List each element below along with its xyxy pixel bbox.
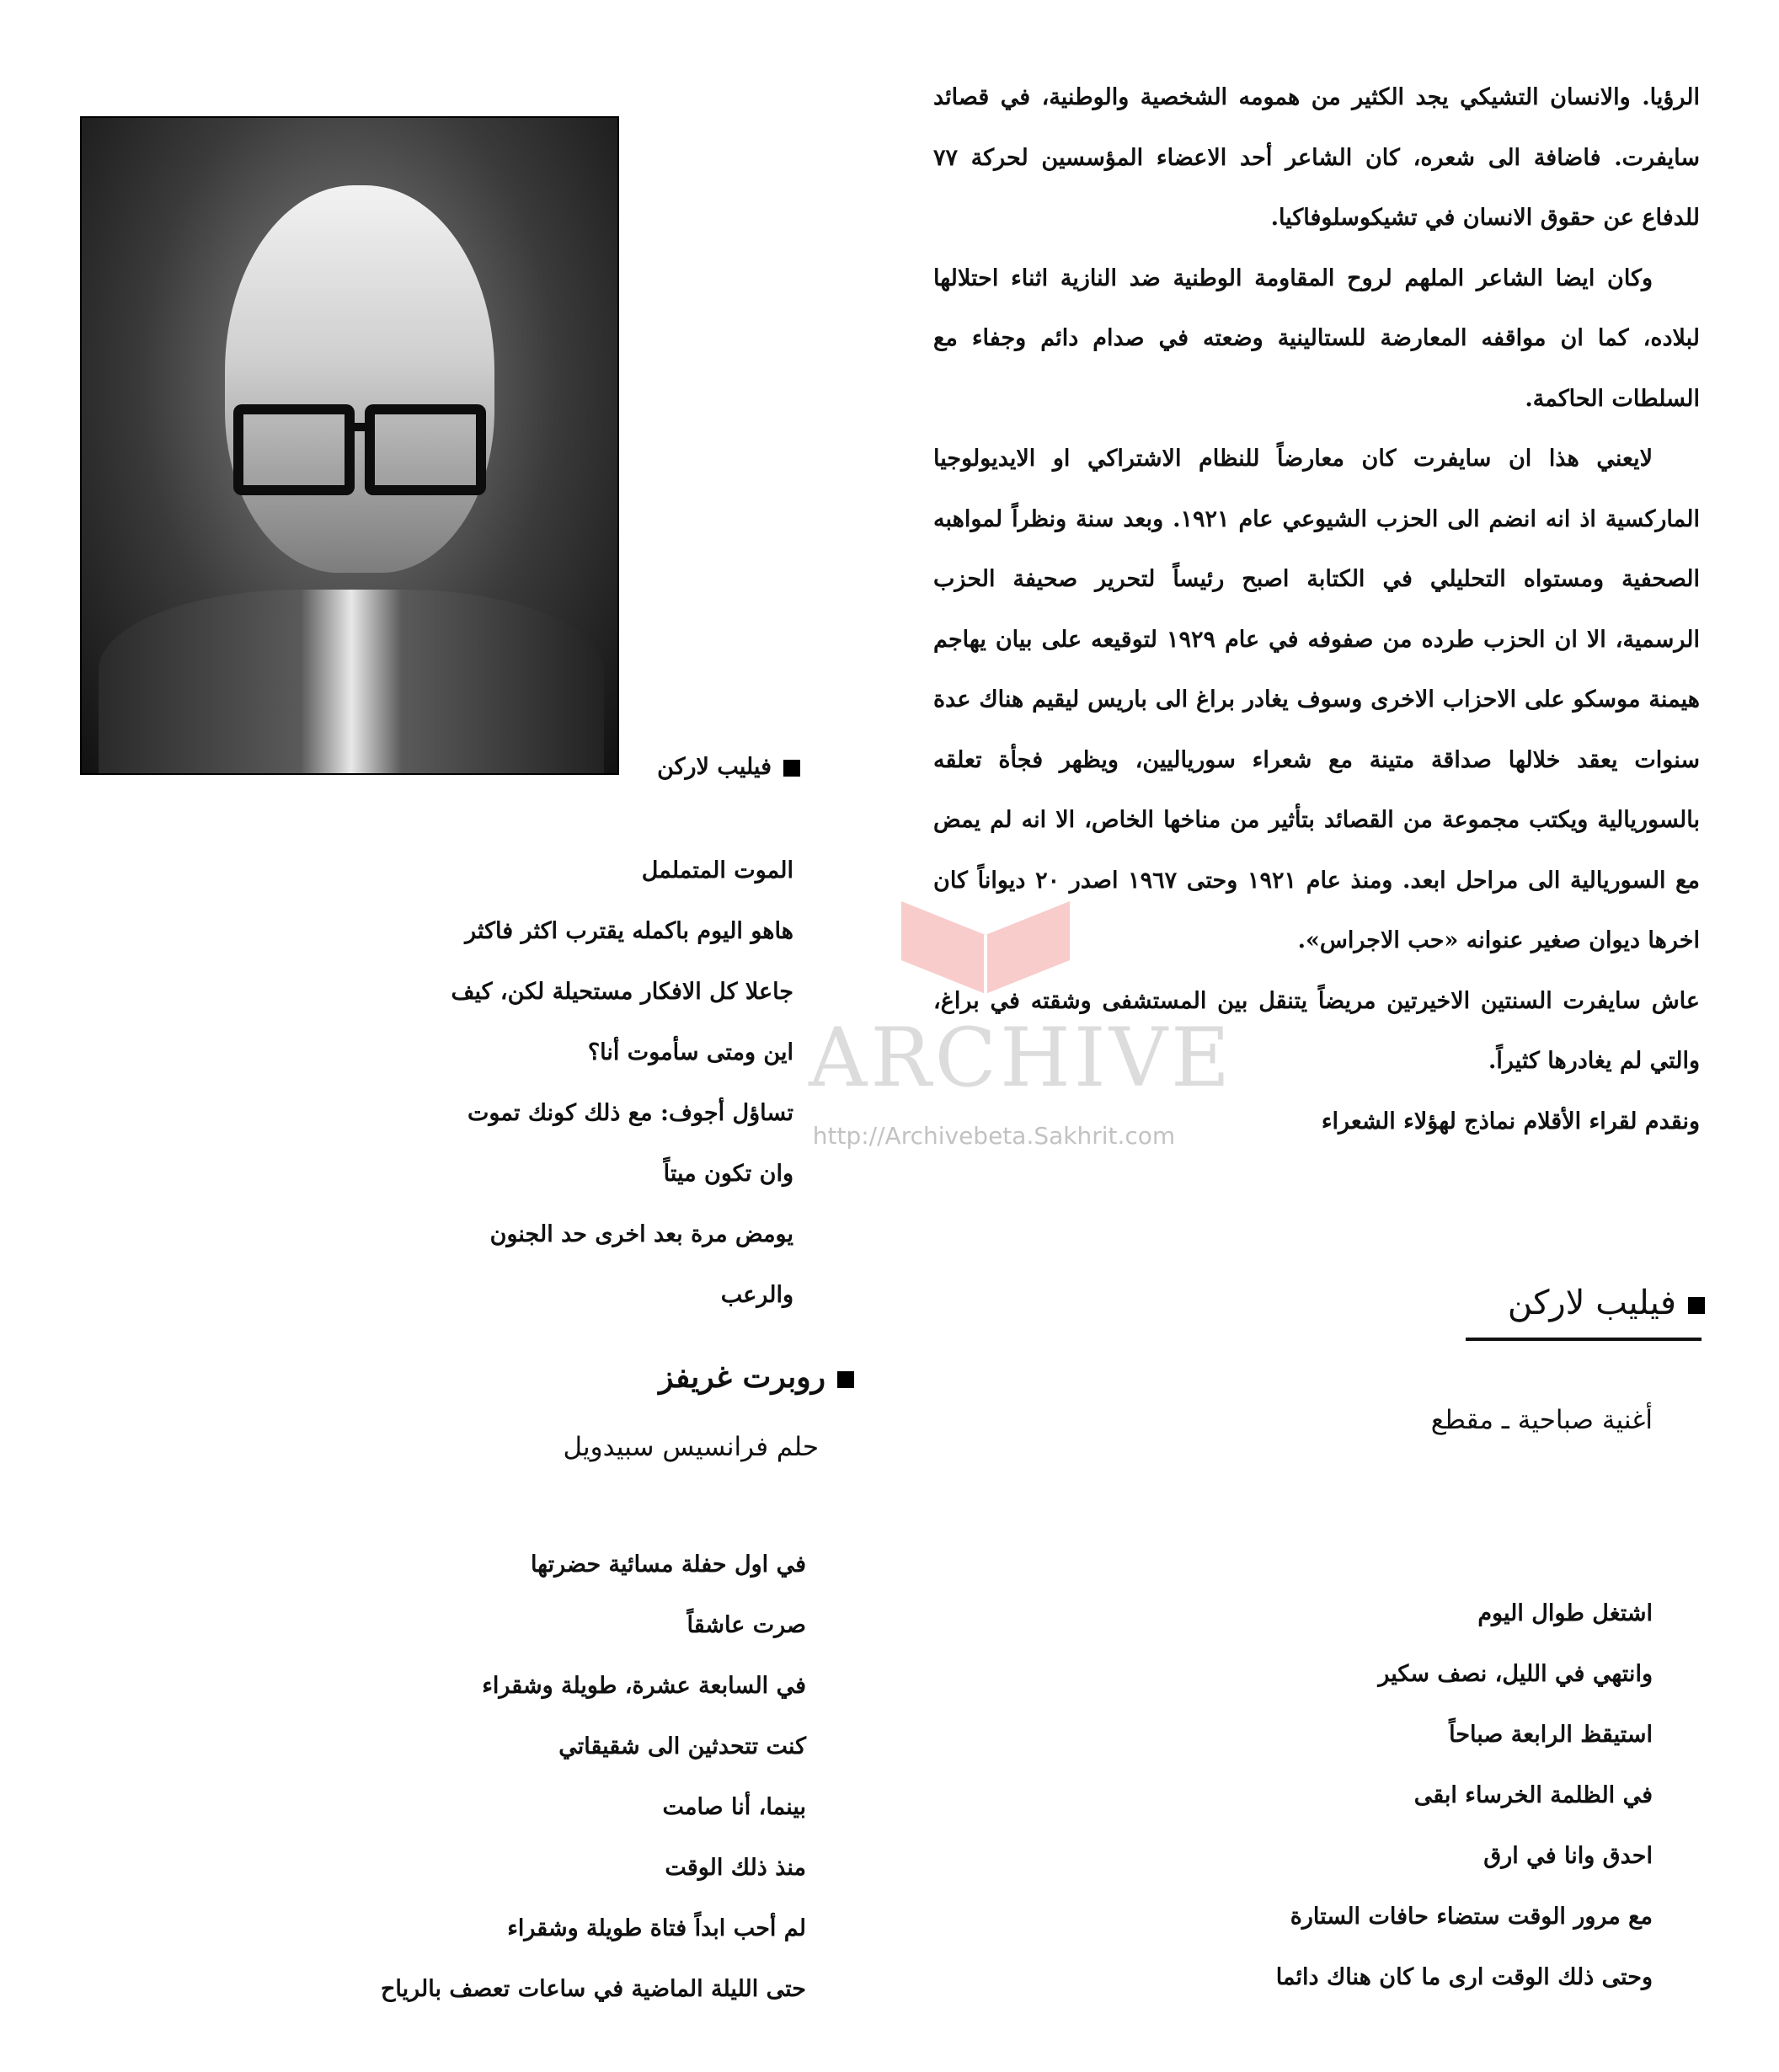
poem-line: اين ومتى سأموت أنا؟ — [587, 1039, 793, 1065]
poem-line: في اول حفلة مسائية حضرتها — [530, 1551, 806, 1578]
watermark-text: ARCHIVE — [809, 1011, 1234, 1105]
article-body — [933, 67, 1700, 1151]
poem-restless-death — [322, 841, 793, 1326]
poem-line: وان تكون ميتاً — [663, 1161, 793, 1187]
square-bullet-icon — [837, 1371, 854, 1388]
glasses-icon — [233, 404, 486, 480]
section-heading-graves — [659, 1359, 854, 1395]
portrait-suit — [99, 590, 604, 775]
section-heading-text: روبرت غريفز — [659, 1359, 825, 1395]
poem-line: استيقظ الرابعة صباحاً — [1449, 1722, 1653, 1748]
poem-line: جاعلا كل الافكار مستحيلة لكن، كيف — [451, 979, 793, 1005]
poem-subtitle: أغنية صباحية ـ مقطع — [1430, 1405, 1653, 1435]
poem-line: منذ ذلك الوقت — [665, 1855, 806, 1881]
poem-line: احدق وانا في ارق — [1483, 1843, 1653, 1869]
poem-line: لم أحب ابداً فتاة طويلة وشقراء — [507, 1915, 806, 1941]
poem-line: مع مرور الوقت ستضاء حافات الستارة — [1290, 1904, 1653, 1930]
article-paragraph: الرؤيا. والانسان التشيكي يجد الكثير من همومه الشخصية والوطنية، في قصائد سايفرت. فاضافة الى شعره، كان الشاعر أحد الاعضاء المؤسسين لحركة ٧٧ للدفاع عن حقوق الانسان في تشيكوسلوفاكيا. — [933, 84, 1700, 231]
photo-caption — [657, 754, 800, 780]
poem-title: الموت المتململ — [641, 857, 793, 884]
article-paragraph: لايعني هذا ان سايفرت كان معارضاً للنظام الاشتراكي او الايديولوجيا الماركسية اذ انه انضم الى الحزب الشيوعي عام ١٩٢١. وبعد سنة ونظراً لمواهبه الصحفية ومستواه التحليلي في الكتابة اصبح رئيساً لتحرير صحيفة الحزب الرسمية، الا ان الحزب طرده من صفوفه في عام ١٩٢٩ لتوقيعه على بيان يهاجم هيمنة موسكو على الاحزاب الاخرى وسوف يغادر براغ الى باريس ليقيم هناك عدة سنوات يعقد خلالها صداقة متينة مع شعراء سورياليين، ويظهر فجأة تعلقه بالسوريالية ويكتب مجموعة من القصائد بتأثير من مناخها الخاص، الا انه لم يمض مع السوريالية الى مراحل ابعد. ومنذ عام ١٩٢١ وحتى ١٩٦٧ اصدر ٢٠ ديواناً كان اخرها ديوان صغير عنوانه «حب الاجراس». — [933, 446, 1701, 953]
square-bullet-icon — [1688, 1297, 1705, 1314]
poem-subtitle: حلم فرانسيس سبيدويل — [563, 1432, 819, 1462]
heading-underline — [1466, 1338, 1702, 1341]
poem-speedwell-dream — [381, 1535, 806, 2020]
poem-line: صرت عاشقاً — [686, 1612, 806, 1638]
poem-line: هاهو اليوم باكمله يقترب اكثر فاكثر — [465, 918, 793, 944]
poem-line: يومض مرة بعد اخرى حد الجنون — [489, 1221, 793, 1247]
poem-line: بينما، أنا صامت — [662, 1794, 806, 1820]
section-heading-larkin — [1508, 1284, 1705, 1322]
poem-line: تساؤل أجوف: مع ذلك كونك تموت — [467, 1100, 793, 1126]
poem-line: في الظلمة الخرساء ابقى — [1413, 1782, 1653, 1808]
poem-aubade — [1276, 1583, 1653, 2008]
poem-line: وحتى ذلك الوقت ارى ما كان هناك دائما — [1275, 1964, 1653, 1990]
article-paragraph: ونقدم لقراء الأقلام نماذج لهؤلاء الشعراء — [1321, 1108, 1700, 1135]
watermark-url: http://Archivebeta.Sakhrit.com — [812, 1122, 1176, 1150]
square-bullet-icon — [783, 760, 800, 777]
poem-line: وانتهي في الليل، نصف سكير — [1378, 1661, 1653, 1687]
section-heading-text: فيليب لاركن — [1507, 1284, 1676, 1322]
photo-caption-text: فيليب لاركن — [657, 754, 772, 780]
poem-line: والرعب — [720, 1282, 793, 1308]
poem-line: اشتغل طوال اليوم — [1477, 1600, 1653, 1626]
poem-line: في السابعة عشرة، طويلة وشقراء — [482, 1673, 806, 1699]
article-paragraph: عاش سايفرت السنتين الاخيرتين مريضاً يتنقل بين المستشفى وشقته في براغ، والتي لم يغادرها كثيراً. — [933, 987, 1700, 1074]
poem-line: حتى الليلة الماضية في ساعات تعصف بالرياح — [380, 1976, 806, 2002]
poem-line: كنت تتحدثين الى شقيقاتي — [558, 1733, 806, 1760]
portrait-head — [225, 185, 494, 573]
author-portrait — [80, 116, 619, 775]
article-paragraph: وكان ايضا الشاعر الملهم لروح المقاومة الوطنية ضد النازية اثناء احتلالها لبلاده، كما ان مواقفه المعارضة للستالينية وضعته في صدام دائم وجفاء مع السلطات الحاكمة. — [933, 264, 1701, 412]
